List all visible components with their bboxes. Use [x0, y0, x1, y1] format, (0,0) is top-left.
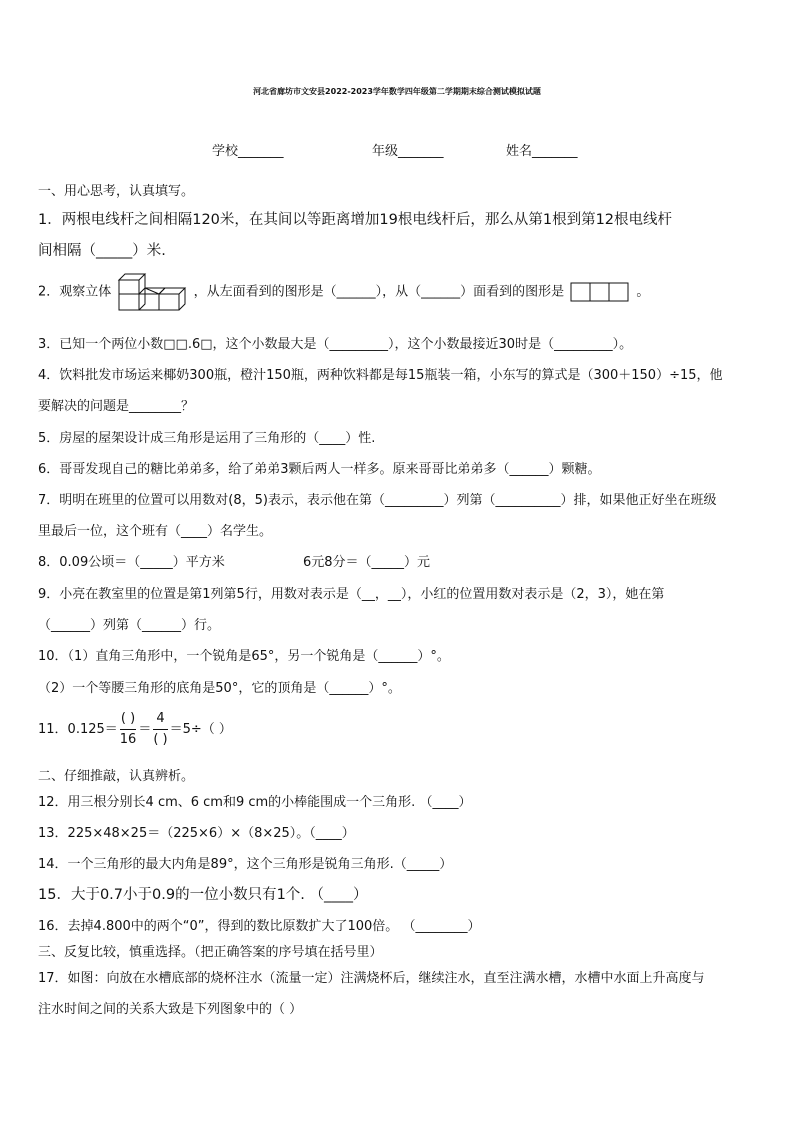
question-4-line-2: 要解决的问题是________？ — [38, 399, 195, 414]
question-5: 5．房屋的屋架设计成三角形是运用了三角形的（____）性. — [38, 431, 376, 446]
question-8-b: 6元8分＝（_____）元 — [303, 555, 431, 570]
page-title: 河北省廊坊市文安县2022-2023学年数学四年级第二学期期末综合测试模拟试题 — [253, 87, 541, 96]
solid-figure-image — [117, 272, 187, 312]
question-7-line-1: 7．明明在班里的位置可以用数对(8，5)表示，表示他在第（_________）列第（__________）排，如果他正好坐在班级 — [38, 493, 717, 508]
fraction-2-denominator: ( ) — [153, 732, 168, 747]
three-squares-figure — [570, 282, 630, 302]
question-3: 3．已知一个两位小数□□.6□，这个小数最大是（_________），这个小数最接近30时是（_________）。 — [38, 337, 633, 352]
section-1-heading: 一、用心思考，认真填写。 — [38, 184, 195, 199]
section-3-heading: 三、反复比较，慎重选择。（把正确答案的序号填在括号里） — [38, 945, 383, 960]
question-14: 14．一个三角形的最大内角是89°，这个三角形是锐角三角形.（_____） — [38, 857, 453, 872]
fraction-2 — [153, 711, 167, 748]
question-12: 12．用三根分别长4 cm、6 cm和9 cm的小棒能围成一个三角形. （____） — [38, 795, 472, 810]
question-4-line-1: 4．饮料批发市场运来椰奶300瓶，橙汁150瓶，两种饮料都是每15瓶装一箱，小东写的算式是（300＋150）÷15，他 — [38, 368, 723, 383]
question-11-lead: 11．0.125＝ — [38, 722, 118, 737]
question-10-line-2: （2）一个等腰三角形的底角是50°，它的顶角是（______）°。 — [38, 681, 401, 696]
question-2-post: 。 — [636, 284, 650, 300]
fraction-1 — [120, 711, 137, 748]
question-16: 16．去掉4.800中的两个“0”，得到的数比原数扩大了100倍。 （________） — [38, 919, 481, 934]
question-15: 15．大于0.7小于0.9的一位小数只有1个. （____） — [38, 887, 368, 903]
fraction-1-denominator: 16 — [119, 732, 137, 747]
question-8-a: 8．0.09公顷＝（_____）平方米 — [38, 555, 225, 570]
question-1-line-1: 1．两根电线杆之间相隔120米，在其间以等距离增加19根电线杆后，那么从第1根到第12根电线杆 — [38, 212, 673, 228]
question-10-line-1: 10．（1）直角三角形中，一个锐角是65°，另一个锐角是（______）°。 — [38, 649, 450, 664]
question-1-line-2: 间相隔（_____）米. — [38, 243, 166, 259]
question-11-tail: ＝5÷（ ） — [169, 722, 232, 737]
grade-field: 年级_______ — [372, 144, 444, 159]
question-17-line-1: 17．如图：向放在水槽底部的烧杯注水（流量一定）注满烧杯后，继续注水，直至注满水槽，水槽中水面上升高度与 — [38, 971, 705, 986]
question-11-equals: ＝ — [138, 722, 152, 737]
question-7-line-2: 里最后一位，这个班有（____）名学生。 — [38, 524, 273, 539]
question-9-line-2: （______）列第（______）行。 — [38, 618, 221, 633]
school-field: 学校_______ — [212, 144, 284, 159]
question-17-line-2: 注水时间之间的关系大致是下列图象中的（ ） — [38, 1002, 303, 1017]
question-6: 6．哥哥发现自己的糖比弟弟多，给了弟弟3颗后两人一样多。原来哥哥比弟弟多（______）颗糖。 — [38, 462, 601, 477]
question-2 — [38, 272, 649, 312]
fraction-2-numerator: 4 — [156, 711, 165, 726]
question-11 — [38, 708, 232, 752]
fraction-1-numerator: ( ) — [120, 711, 136, 726]
question-9-line-1: 9．小亮在教室里的位置是第1列第5行，用数对表示是（__，__），小红的位置用数对表示是（2，3），她在第 — [38, 587, 665, 602]
question-2-mid: ，从左面看到的图形是（______），从（______）面看到的图形是 — [193, 284, 565, 300]
question-2-pre: 2．观察立体 — [38, 284, 112, 300]
section-2-heading: 二、仔细推敲，认真辨析。 — [38, 769, 195, 784]
question-13: 13．225×48×25＝（225×6）×（8×25）。（____） — [38, 826, 355, 841]
name-field: 姓名_______ — [506, 144, 578, 159]
